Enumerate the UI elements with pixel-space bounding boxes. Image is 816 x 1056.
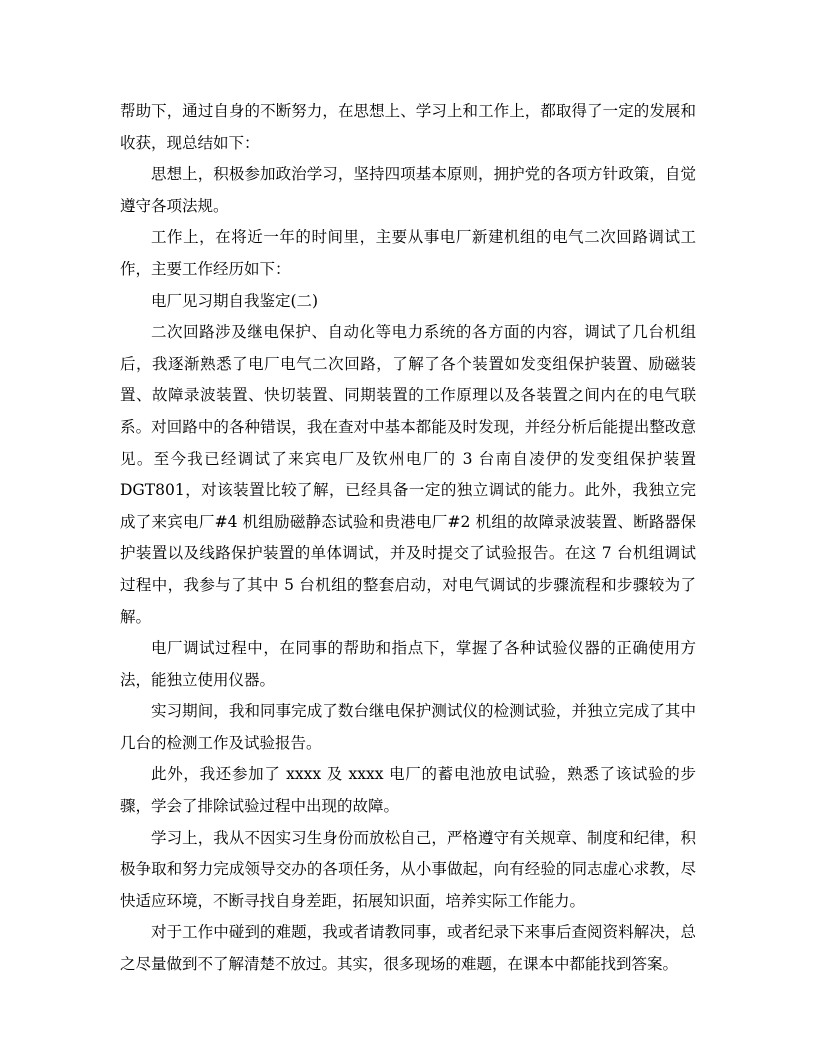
paragraph-5: 二次回路涉及继电保护、自动化等电力系统的各方面的内容，调试了几台机组后，我逐渐熟悉了电厂电气二次回路，了解了各个装置如发变组保护装置、励磁装置、故障录波装置、快切装置、同期装置的工作原理以及各装置之间内在的电气联系。对回路中的各种错误，我在查对中基本都能及时发现，并经分析后能提出整改意见。至今我已经调试了来宾电厂及钦州电厂的 3 台南自凌伊的发变组保护装置 DGT801，对该装置比较了解，已经具备一定的独立调试的能力。此外，我独立完成了来宾电厂#4 机组励磁静态试验和贵港电厂#2 机组的故障录波装置、断路器保护装置以及线路保护装置的单体调试，并及时提交了试验报告。在这 7 台机组调试过程中，我参与了其中 5 台机组的整套启动，对电气调试的步骤流程和步骤较为了解。 — [120, 323, 696, 626]
paragraph-6: 电厂调试过程中，在同事的帮助和指点下，掌握了各种试验仪器的正确使用方法，能独立使用仪器。 — [120, 639, 696, 689]
document-body — [120, 96, 696, 981]
paragraph-9: 学习上，我从不因实习生身份而放松自己，严格遵守有关规章、制度和纪律，积极争取和努力完成领导交办的各项任务，从小事做起，向有经验的同志虚心求教，尽快适应环境，不断寻找自身差距，拓展知识面，培养实际工作能力。 — [120, 828, 696, 910]
paragraph-10: 对于工作中碰到的难题，我或者请教同事，或者纪录下来事后查阅资料解决，总之尽量做到不了解清楚不放过。其实，很多现场的难题，在课本中都能找到答案。 — [120, 923, 696, 974]
paragraph-7: 实习期间，我和同事完成了数台继电保护测试仪的检测试验，并独立完成了其中几台的检测工作及试验报告。 — [120, 702, 696, 752]
paragraph-3: 工作上，在将近一年的时间里，主要从事电厂新建机组的电气二次回路调试工作，主要工作经历如下： — [120, 228, 696, 278]
paragraph-1: 帮助下，通过自身的不断努力，在思想上、学习上和工作上，都取得了一定的发展和收获，现总结如下： — [120, 102, 696, 152]
paragraph-2: 思想上，积极参加政治学习，坚持四项基本原则，拥护党的各项方针政策，自觉遵守各项法规。 — [120, 165, 696, 215]
paragraph-8: 此外，我还参加了 xxxx 及 xxxx 电厂的蓄电池放电试验，熟悉了该试验的步骤，学会了排除试验过程中出现的故障。 — [120, 765, 696, 816]
section-heading: 电厂见习期自我鉴定(二) — [151, 291, 319, 310]
